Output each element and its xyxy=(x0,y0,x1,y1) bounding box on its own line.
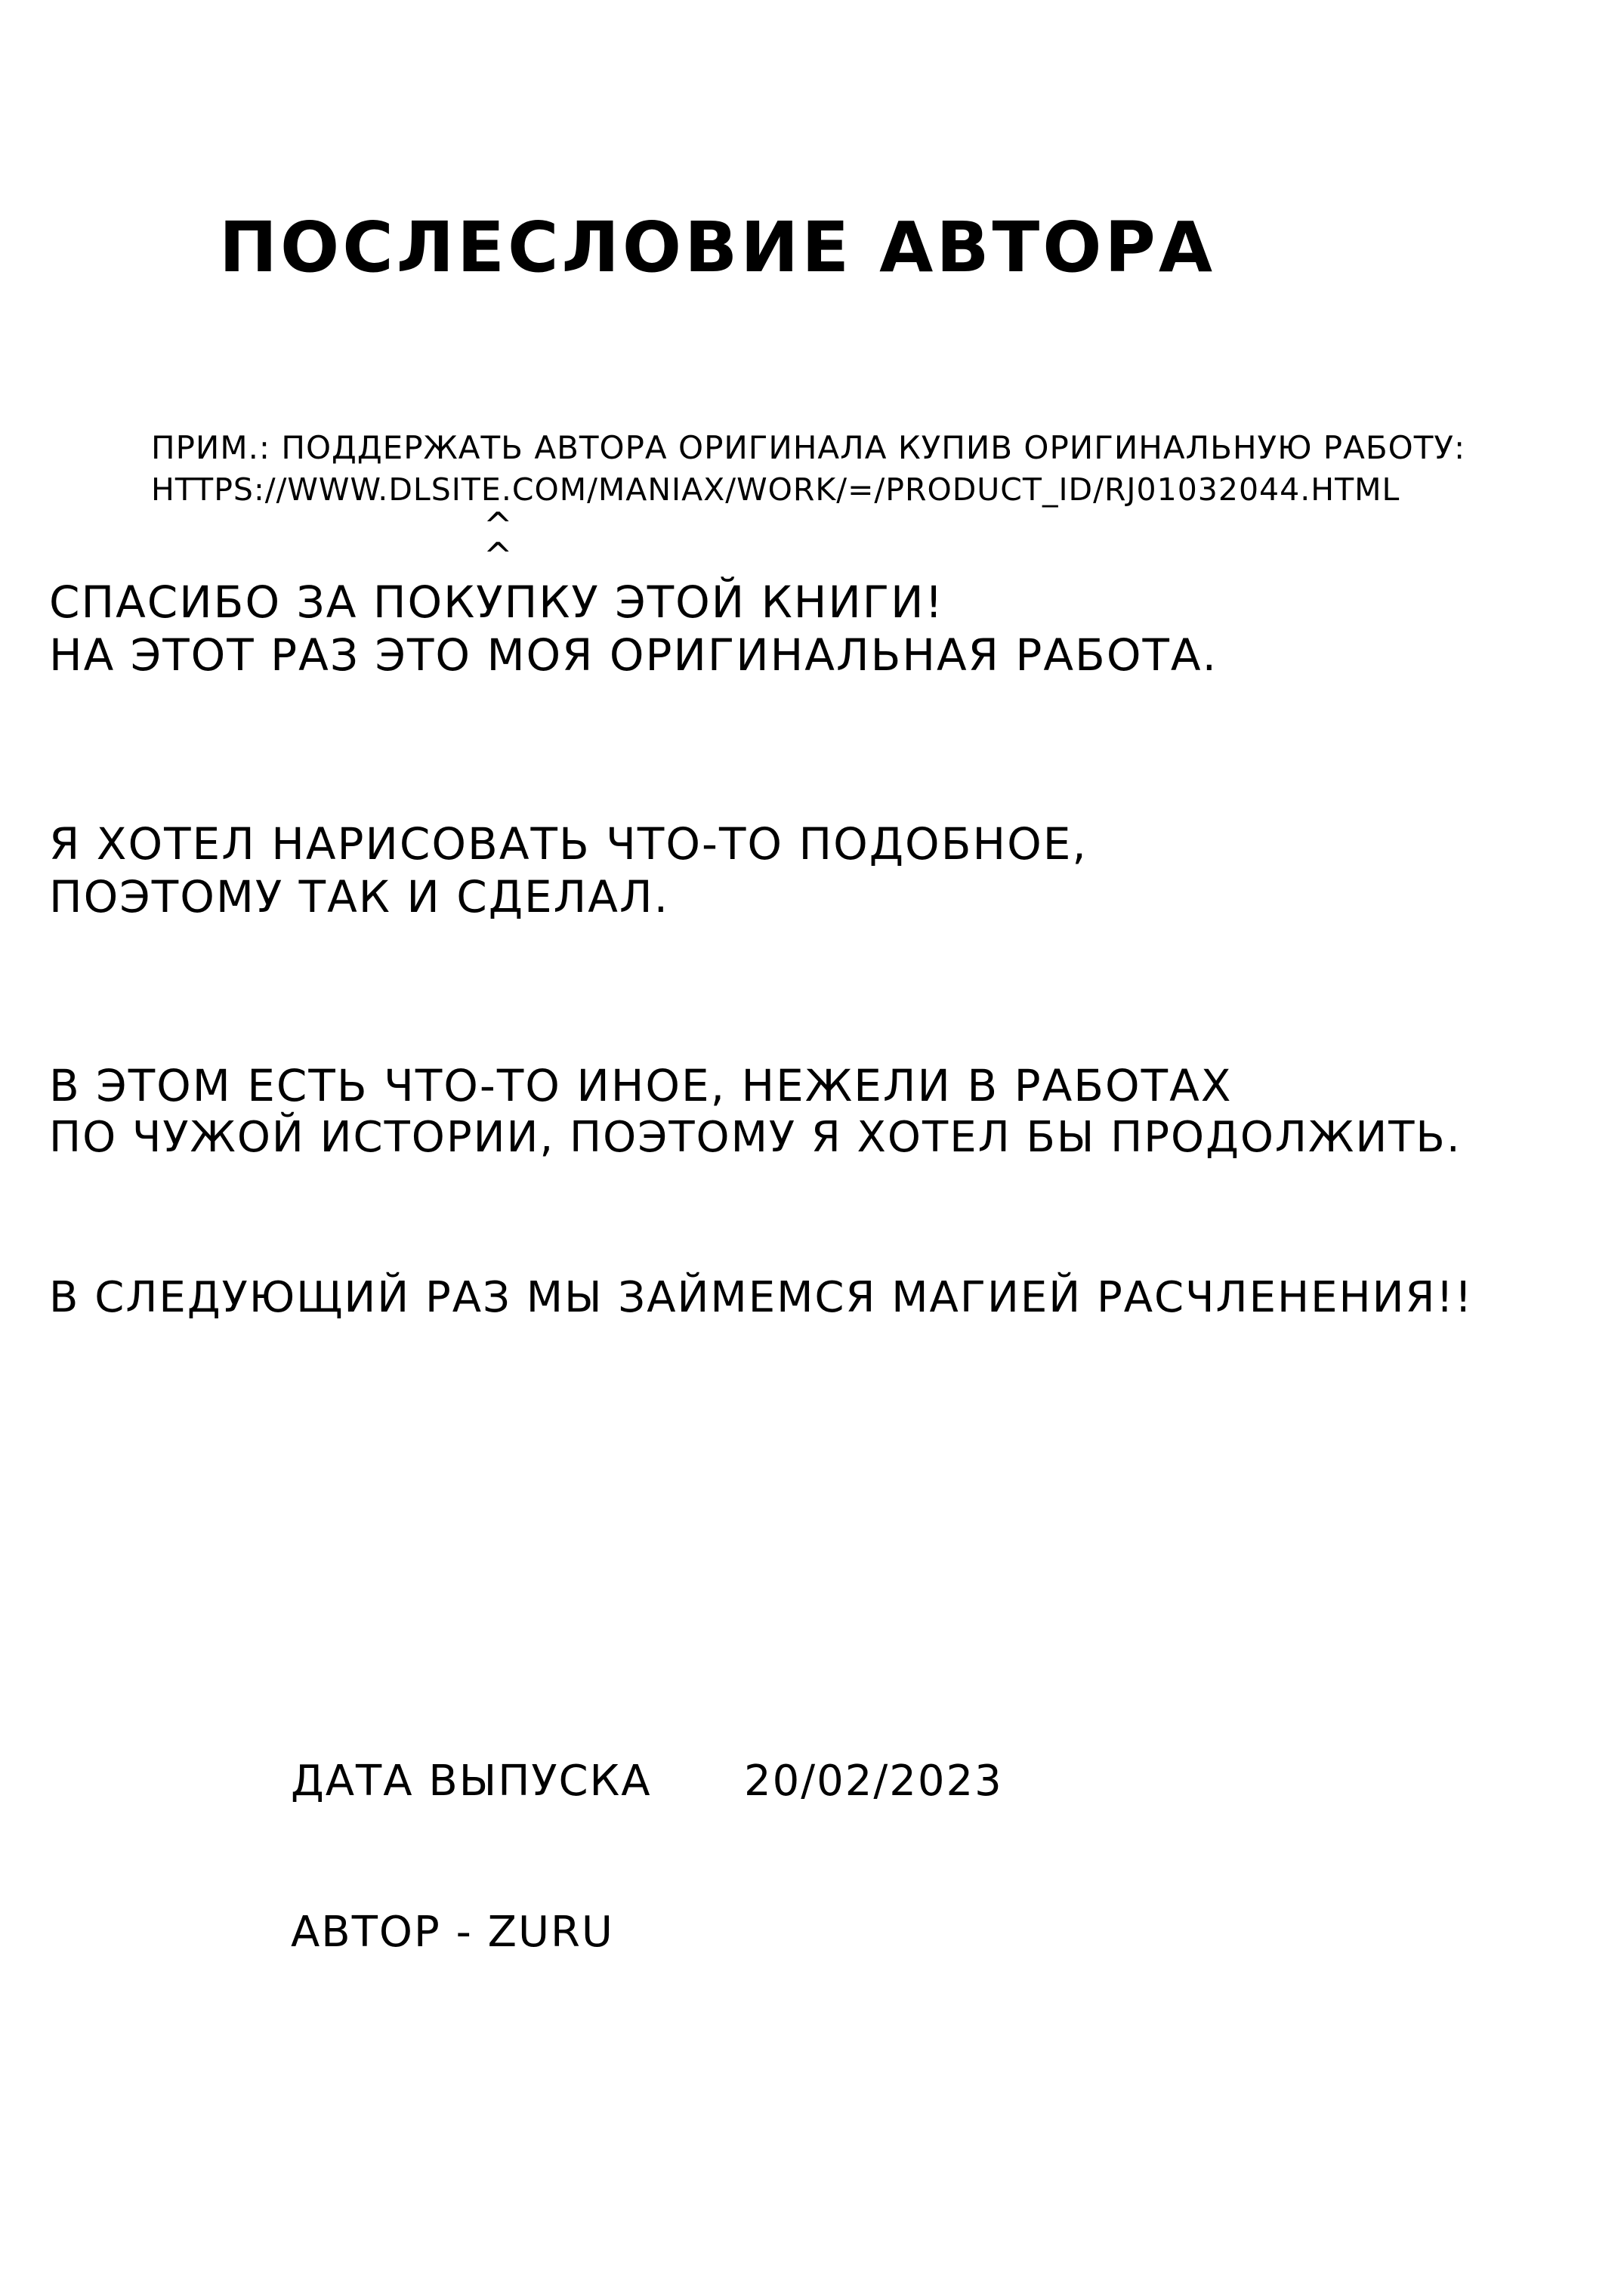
paragraph-2-line-1: Я ХОТЕЛ НАРИСОВАТЬ ЧТО-ТО ПОДОБНОЕ, xyxy=(49,818,1088,870)
translator-note: ПРИМ.: ПОДДЕРЖАТЬ АВТОРА ОРИГИНАЛА КУПИВ ОРИГИНАЛЬНУЮ РАБОТУ: xyxy=(151,429,1466,466)
paragraph-3-line-2: ПО ЧУЖОЙ ИСТОРИИ, ПОЭТОМУ Я ХОТЕЛ БЫ ПРОДОЛЖИТЬ. xyxy=(49,1113,1462,1162)
paragraph-1-line-2: НА ЭТОТ РАЗ ЭТО МОЯ ОРИГИНАЛЬНАЯ РАБОТА. xyxy=(49,629,1218,681)
release-date-label: ДАТА ВЫПУСКА xyxy=(291,1757,652,1806)
paragraph-2-line-2: ПОЭТОМУ ТАК И СДЕЛАЛ. xyxy=(49,871,670,922)
paragraph-3-line-1: В ЭТОМ ЕСТЬ ЧТО-ТО ИНОЕ, НЕЖЕЛИ В РАБОТАХ xyxy=(49,1060,1233,1111)
caret-up-icon: ^ xyxy=(483,535,513,576)
original-work-link[interactable]: HTTPS://WWW.DLSITE.COM/MANIAX/WORK/=/PRODUCT_ID/RJ01032044.HTML xyxy=(151,471,1400,508)
caret-up-icon: ^ xyxy=(483,505,513,545)
paragraph-1-line-1: СПАСИБО ЗА ПОКУПКУ ЭТОЙ КНИГИ! xyxy=(49,576,944,628)
page-title: ПОСЛЕСЛОВИЕ АВТОРА xyxy=(219,207,1216,288)
author-credit: АВТОР - ZURU xyxy=(291,1908,614,1957)
paragraph-4-line-1: В СЛЕДУЮЩИЙ РАЗ МЫ ЗАЙМЕМСЯ МАГИЕЙ РАСЧЛЕНЕНИЯ!! xyxy=(49,1273,1474,1322)
release-date-value: 20/02/2023 xyxy=(744,1757,1003,1806)
